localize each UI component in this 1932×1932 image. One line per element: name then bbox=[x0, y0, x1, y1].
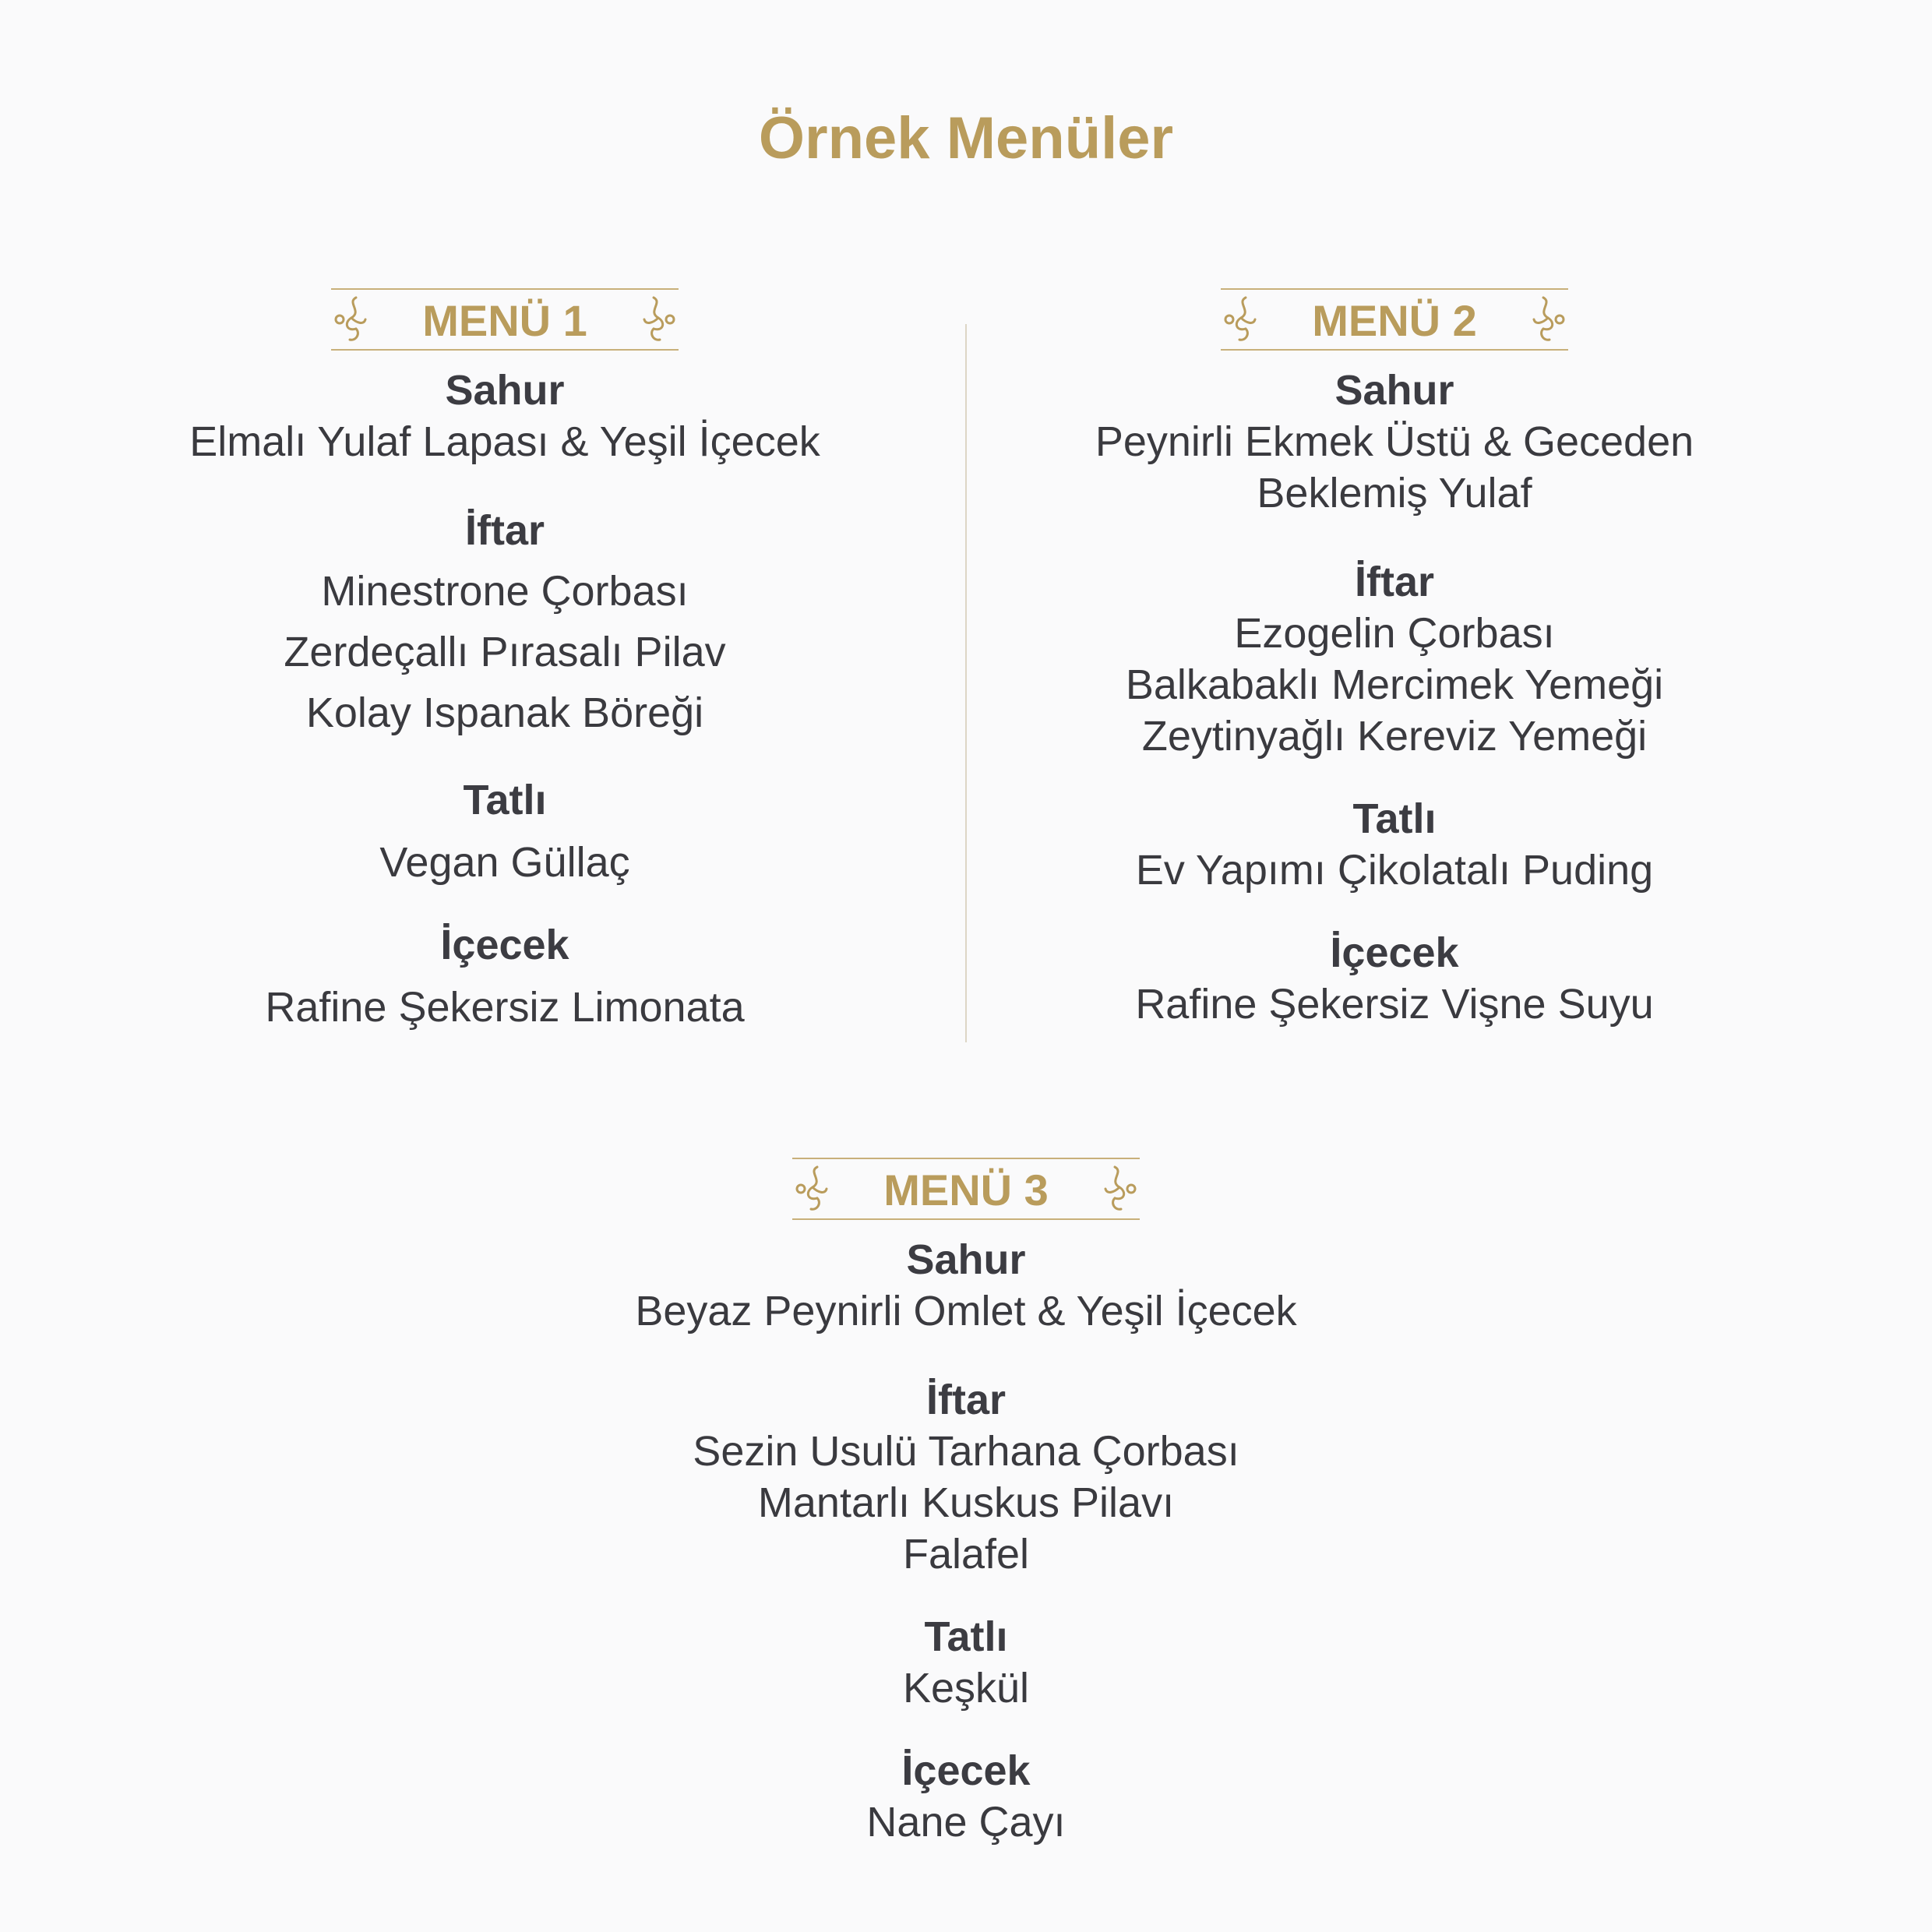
menu-item: Nane Çayı bbox=[866, 1799, 1066, 1846]
menu-item: Kolay Ispanak Böreği bbox=[305, 689, 704, 736]
tatli-section bbox=[1005, 793, 1784, 896]
menu-3-header bbox=[792, 1158, 1140, 1220]
menu-3 bbox=[576, 1158, 1356, 1848]
menu-title: MENÜ 2 bbox=[1312, 296, 1477, 345]
menu-item: Beklemiş Yulaf bbox=[1257, 470, 1532, 516]
section-title: İçecek bbox=[440, 922, 569, 968]
menu-item: Minestrone Çorbası bbox=[321, 568, 689, 615]
page-title: Örnek Menüler bbox=[758, 105, 1174, 171]
iftar-section bbox=[1005, 556, 1784, 762]
icecek-section bbox=[1005, 927, 1784, 1030]
menu-item: Zerdeçallı Pırasalı Pilav bbox=[284, 629, 726, 675]
menu-item: Rafine Şekersiz Vişne Suyu bbox=[1135, 981, 1654, 1028]
tatli-section bbox=[115, 774, 894, 888]
section-title: İçecek bbox=[901, 1747, 1031, 1794]
menu-item: Beyaz Peynirli Omlet & Yeşil İçecek bbox=[635, 1288, 1297, 1334]
menu-item: Mantarlı Kuskus Pilavı bbox=[757, 1479, 1175, 1526]
menu-item: Ev Yapımı Çikolatalı Puding bbox=[1135, 847, 1654, 894]
flourish-ornament-icon bbox=[1104, 1164, 1138, 1214]
flourish-ornament-icon bbox=[643, 294, 677, 344]
menu-item: Falafel bbox=[902, 1531, 1030, 1578]
section-title: İçecek bbox=[1330, 929, 1459, 976]
menu-item: Zeytinyağlı Kereviz Yemeği bbox=[1141, 713, 1648, 760]
tatli-section bbox=[576, 1611, 1356, 1714]
section-title: Sahur bbox=[1334, 367, 1454, 414]
iftar-section bbox=[115, 505, 894, 743]
section-title: Tatlı bbox=[1352, 795, 1437, 842]
menu-2 bbox=[1005, 288, 1784, 1030]
menu-1-header bbox=[331, 288, 679, 351]
flourish-ornament-icon bbox=[1532, 294, 1567, 344]
section-title: Sahur bbox=[445, 367, 565, 414]
menu-item: Sezin Usulü Tarhana Çorbası bbox=[693, 1428, 1239, 1475]
menu-item: Elmalı Yulaf Lapası & Yeşil İçecek bbox=[189, 418, 820, 465]
sahur-section bbox=[576, 1234, 1356, 1337]
icecek-section bbox=[115, 919, 894, 1033]
menu-1 bbox=[115, 288, 894, 1033]
section-title: Tatlı bbox=[463, 777, 547, 823]
section-title: İftar bbox=[1354, 559, 1434, 605]
sahur-section bbox=[115, 365, 894, 467]
menu-item: Rafine Şekersiz Limonata bbox=[265, 984, 745, 1031]
menu-title: MENÜ 1 bbox=[422, 296, 587, 345]
icecek-section bbox=[576, 1745, 1356, 1848]
column-divider bbox=[965, 324, 967, 1042]
menu-item: Peynirli Ekmek Üstü & Geceden bbox=[1095, 418, 1694, 465]
section-title: Tatlı bbox=[924, 1613, 1008, 1660]
section-title: İftar bbox=[925, 1377, 1006, 1423]
iftar-section bbox=[576, 1374, 1356, 1580]
menu-item: Keşkül bbox=[902, 1665, 1030, 1712]
sahur-section bbox=[1005, 365, 1784, 519]
section-title: İftar bbox=[464, 507, 545, 554]
menu-title: MENÜ 3 bbox=[883, 1165, 1049, 1215]
menu-item: Ezogelin Çorbası bbox=[1234, 610, 1555, 657]
menu-2-header bbox=[1221, 288, 1568, 351]
menu-item: Balkabaklı Mercimek Yemeği bbox=[1125, 661, 1664, 708]
menu-item: Vegan Güllaç bbox=[379, 839, 630, 886]
section-title: Sahur bbox=[906, 1236, 1026, 1283]
